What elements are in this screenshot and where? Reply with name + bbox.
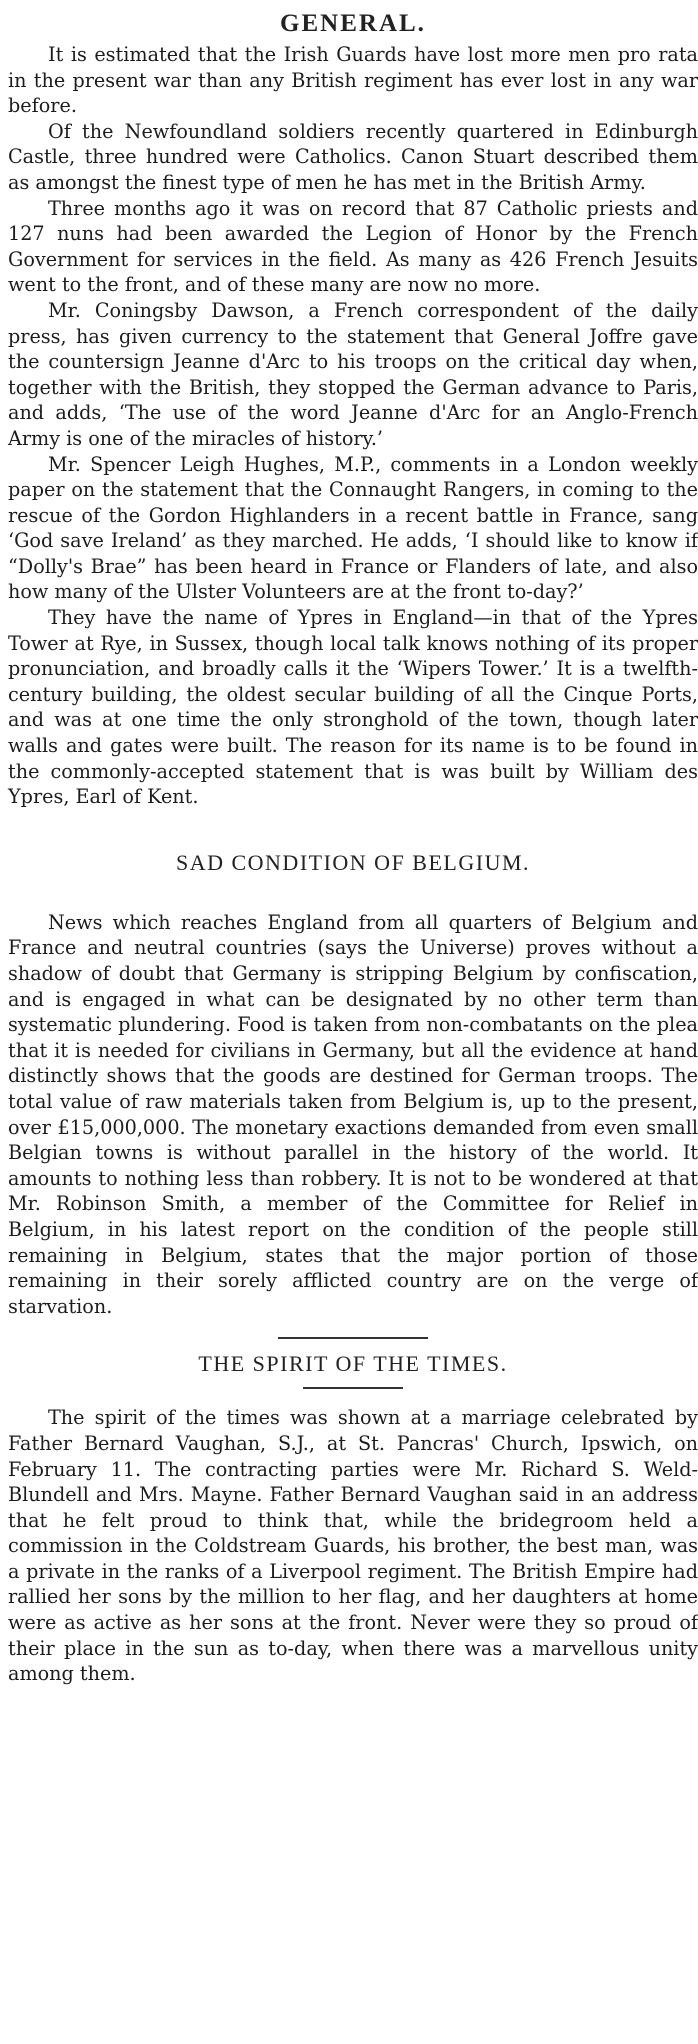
paragraph-irish-guards: It is estimated that the Irish Guards have lost more men pro rata in the present war than any British regiment has ever lost in any war before. (8, 43, 698, 118)
section-title-belgium: SAD CONDITION OF BELGIUM. (175, 849, 531, 875)
paragraph-legion-of-honor: Three months ago it was on record that 87 Catholic priests and 127 nuns had been awarded the Legion of Honor by the French Government for services in the field. As many as 426 French Jesuits went to the front, and of these many are now no more. (8, 196, 698, 297)
paragraph-belgium-condition: News which reaches England from all quarters of Belgium and France and neutral countries (says the Universe) proves without a shadow of doubt that Germany is stripping Belgium by confiscation, and is engaged in what can be designated by no other term than systematic plundering. Food is taken from non-combatants on the plea that it is needed for civilians in Germany, but all the evidence at hand distinctly shows that the goods are destined for German troops. The total value of raw materials taken from Belgium is, up to the present, over £15,000,000. The monetary exactions demanded from even small Belgian towns is without parallel in the history of the world. It amounts to nothing less than robbery. It is not to be wondered at that Mr. Robinson Smith, a member of the Committee for Relief in Belgium, in his latest report on the condition of the people still remaining in Belgium, states that the major portion of those remaining in their sorely afflicted country are on the verge of starvation. (8, 910, 698, 1318)
paragraph-spirit-of-the-times: The spirit of the times was shown at a marriage celebrated by Father Bernard Vaughan, S.J., at St. Pancras' Church, Ipswich, on February 11. The contracting parties were Mr. Richard S. Weld-Blundell and Mrs. Mayne. Father Bernard Vaughan said in an address that he felt proud to think that, while the bridegroom held a commission in the Coldstream Guards, his brother, the best man, was a private in the ranks of a Liverpool regiment. The British Empire had rallied her sons by the million to her flag, and her daughters at home were as active as her sons at the front. Never were they so proud of their place in the sun as to-day, when there was a marvellous unity among them. (8, 1406, 698, 1686)
section-divider (278, 1337, 428, 1339)
paragraph-ypres-tower: They have the name of Ypres in England—in that of the Ypres Tower at Rye, in Sussex, though local talk knows nothing of its proper pronunciation, and broadly calls it the ‘Wipers Tower.’ It is a twelfth-century building, the oldest secular building of all the Cinque Ports, and was at one time the only stronghold of the town, though later walls and gates were built. The reason for its name is to be found in the commonly-accepted statement that is was built by William des Ypres, Earl of Kent. (8, 606, 698, 809)
paragraph-spencer-leigh-hughes: Mr. Spencer Leigh Hughes, M.P., comments in a London weekly paper on the statement that the Connaught Rangers, in coming to the rescue of the Gordon Highlanders in a recent battle in France, sang ‘God save Ireland’ as they marched. He adds, ‘I should like to know if “Dolly's Brae” has been heard in France or Flanders of late, and also how many of the Ulster Volunteers are at the front to-day?’ (8, 452, 698, 604)
paragraph-newfoundland-soldiers: Of the Newfoundland soldiers recently quartered in Edinburgh Castle, three hundred were Catholics. Canon Stuart described them as amongst the finest type of men he has met in the British Army. (8, 119, 698, 194)
section-title-general: GENERAL. (280, 10, 426, 37)
title-underline (303, 1387, 403, 1389)
section-title-spirit: THE SPIRIT OF THE TIMES. (198, 1351, 508, 1377)
paragraph-coningsby-dawson: Mr. Coningsby Dawson, a French correspondent of the daily press, has given currency to the statement that General Joffre gave the countersign Jeanne d'Arc to his troops on the critical day when, together with the British, they stopped the German advance to Paris, and adds, ‘The use of the word Jeanne d'Arc for an Anglo-French Army is one of the miracles of history.’ (8, 298, 698, 450)
